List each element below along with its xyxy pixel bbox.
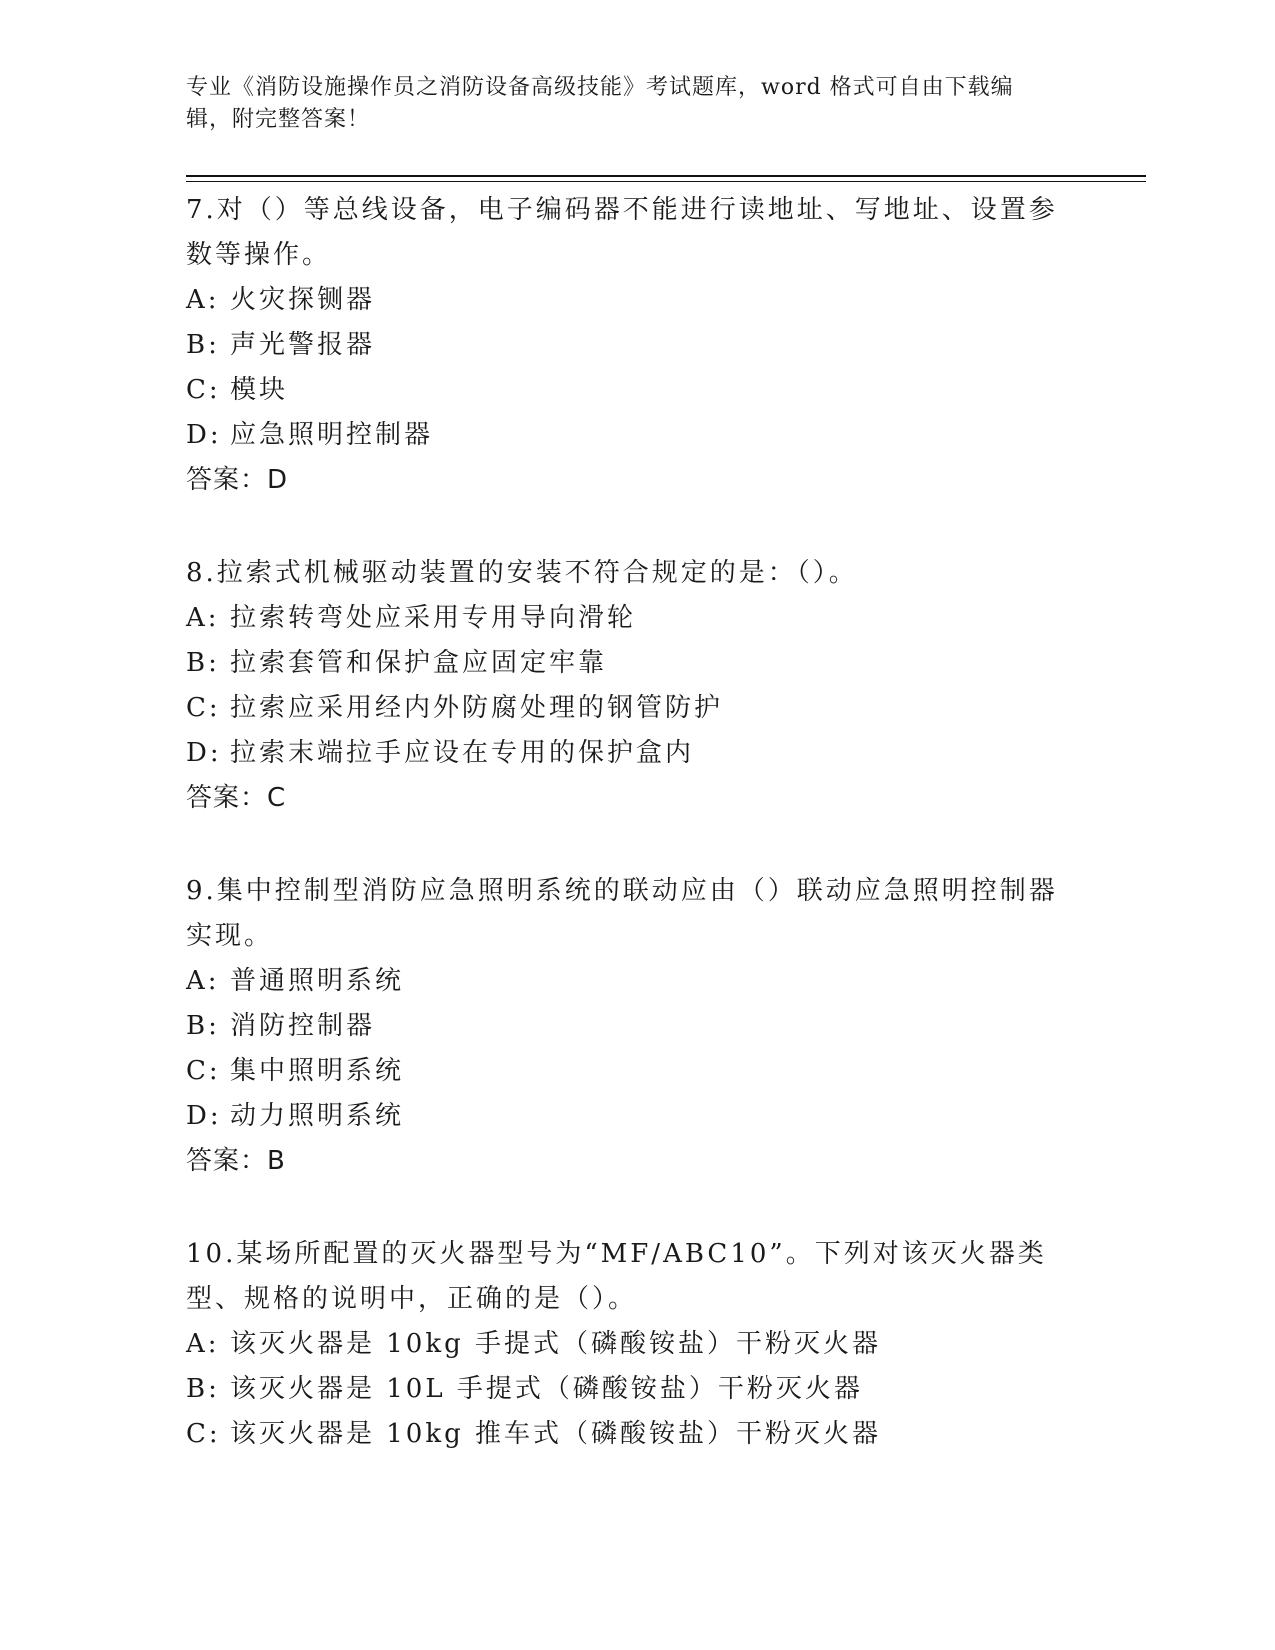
question-list	[186, 188, 1086, 1505]
option-key: A:	[186, 966, 220, 996]
option-text: 模块	[230, 375, 289, 405]
option-key: C:	[186, 693, 221, 723]
option-key: A:	[186, 285, 220, 315]
option-text: 该灭火器是 10kg 手提式（磷酸铵盐）干粉灭火器	[230, 1329, 882, 1359]
option-c	[186, 368, 1086, 413]
question-9	[186, 869, 1086, 1184]
option-text: 消防控制器	[230, 1011, 376, 1041]
option-b	[186, 1367, 1086, 1412]
option-text: 应急照明控制器	[230, 420, 434, 450]
option-key: D:	[186, 738, 222, 768]
question-stem: 7.对（）等总线设备，电子编码器不能进行读地址、写地址、设置参数等操作。	[186, 195, 1058, 270]
option-key: B:	[186, 330, 220, 360]
question-10	[186, 1232, 1086, 1457]
option-d	[186, 731, 1086, 776]
option-b	[186, 641, 1086, 686]
option-a	[186, 596, 1086, 641]
option-c	[186, 1412, 1086, 1457]
option-c	[186, 686, 1086, 731]
header-divider-thick	[186, 175, 1146, 177]
option-a	[186, 278, 1086, 323]
option-key: A:	[186, 603, 220, 633]
answer-line: 答案：C	[186, 783, 287, 813]
option-text: 集中照明系统	[230, 1056, 405, 1086]
option-text: 拉索应采用经内外防腐处理的钢管防护	[230, 693, 724, 723]
option-b	[186, 323, 1086, 368]
option-a	[186, 1322, 1086, 1367]
option-text: 火灾探铡器	[230, 285, 376, 315]
option-key: B:	[186, 1011, 220, 1041]
header-line-2: 辑，附完整答案！	[186, 107, 371, 132]
question-8	[186, 551, 1086, 821]
option-text: 拉索转弯处应采用专用导向滑轮	[230, 603, 637, 633]
document-header	[186, 72, 1066, 136]
option-text: 声光警报器	[230, 330, 376, 360]
option-d	[186, 413, 1086, 458]
option-key: D:	[186, 1101, 222, 1131]
option-key: C:	[186, 1056, 221, 1086]
question-stem: 10.某场所配置的灭火器型号为“MF/ABC10”。下列对该灭火器类型、规格的说明中，正确的是（）。	[186, 1239, 1047, 1314]
option-d	[186, 1094, 1086, 1139]
option-key: C:	[186, 375, 221, 405]
option-text: 普通照明系统	[230, 966, 405, 996]
option-b	[186, 1004, 1086, 1049]
option-text: 动力照明系统	[230, 1101, 405, 1131]
option-text: 该灭火器是 10kg 推车式（磷酸铵盐）干粉灭火器	[230, 1419, 882, 1449]
option-text: 该灭火器是 10L 手提式（磷酸铵盐）干粉灭火器	[230, 1374, 863, 1404]
option-key: B:	[186, 648, 220, 678]
option-text: 拉索套管和保护盒应固定牢靠	[230, 648, 608, 678]
option-a	[186, 959, 1086, 1004]
option-text: 拉索末端拉手应设在专用的保护盒内	[230, 738, 695, 768]
header-line-1: 专业《消防设施操作员之消防设备高级技能》考试题库，word 格式可自由下载编	[186, 75, 1014, 100]
question-7	[186, 188, 1086, 503]
question-stem: 8.拉索式机械驱动装置的安装不符合规定的是：（）。	[186, 558, 858, 588]
option-key: A:	[186, 1329, 220, 1359]
option-c	[186, 1049, 1086, 1094]
option-key: B:	[186, 1374, 220, 1404]
answer-line: 答案：B	[186, 1146, 286, 1176]
header-divider-thin	[186, 181, 1146, 182]
option-key: C:	[186, 1419, 221, 1449]
option-key: D:	[186, 420, 222, 450]
question-stem: 9.集中控制型消防应急照明系统的联动应由（）联动应急照明控制器实现。	[186, 876, 1058, 951]
answer-line: 答案：D	[186, 465, 289, 495]
